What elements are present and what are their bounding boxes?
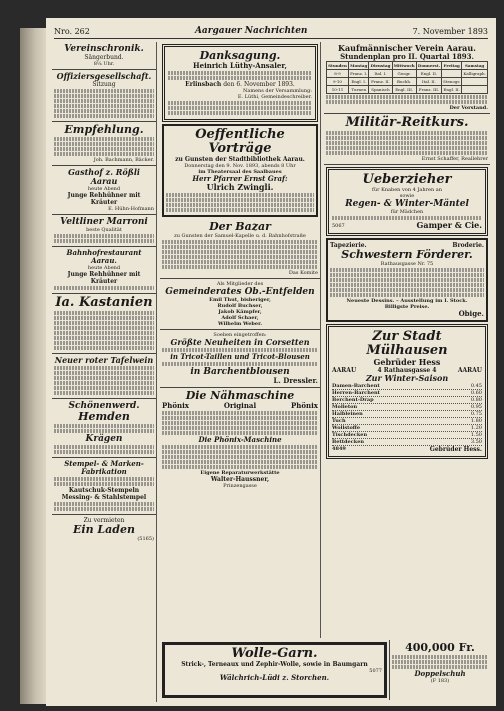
bazar-sign: Das Komite — [288, 270, 318, 276]
newspaper-page — [46, 18, 496, 706]
hess-item-name: Herren-Barchent — [332, 390, 380, 396]
newspaper-title: Aargauer Nachrichten — [194, 26, 308, 36]
billigste-label: Billigste Preise. — [384, 304, 430, 310]
winter-sub: sowie — [399, 193, 415, 199]
laden-ref: (5165) — [137, 536, 154, 542]
aarau-right: AARAU — [457, 367, 482, 374]
schedule-cell: Franz. II. — [369, 78, 392, 86]
wolle-ref: 5077 — [369, 668, 382, 674]
bahnhof-item: Junge Rehhühner mit Kräuter — [67, 271, 141, 285]
naehmaschine-ad — [160, 388, 320, 491]
dank-place: Erlinsbach — [185, 81, 222, 88]
dank-name: Heinrich Lüthy-Ansaler, — [193, 61, 287, 70]
schedule-cell — [462, 86, 488, 94]
hess-item — [332, 404, 482, 411]
regen-sub: für Mädchen — [390, 209, 424, 215]
schedule-cell: Ital. I. — [369, 70, 392, 78]
schedule-header-cell: Mittwoch — [393, 63, 415, 68]
gemeinde-name: Wilhelm Weber. — [217, 321, 263, 327]
hess-item-list — [332, 383, 482, 446]
laden-vermieten — [52, 515, 156, 544]
schedule-cell: Geogr. — [392, 70, 416, 78]
schedule-cell: Stenogr. — [443, 79, 461, 84]
gemeinde-name: Rudolf Buchser, — [217, 303, 263, 309]
schedule-cell: Engl. III. — [392, 86, 416, 94]
hess-item — [332, 439, 482, 446]
hess-item — [332, 397, 482, 404]
hess-item-name: Tischdecken — [332, 432, 368, 438]
gemeinde-name: Emil Thut, bisheriger, — [209, 297, 271, 303]
foerderer-title: Schwestern Förderer. — [341, 248, 473, 261]
marroni-title: Veltliner Marroni — [60, 217, 148, 227]
schedule-cell: Franz. I. — [350, 71, 368, 76]
page-number: Nro. 262 — [54, 26, 90, 36]
trikot-title: in Tricot-Taillen und Tricot-Blousen — [170, 352, 310, 361]
gamper-name: Gamper & Cie. — [416, 220, 482, 230]
vermieten-label: Zu vermieten — [83, 517, 125, 524]
empfehlung — [52, 122, 156, 166]
offiziers-title: Offiziersgesellschaft. — [56, 71, 152, 81]
lotterie-ref: (F 183) — [430, 678, 450, 684]
hess-item-price: 0.95 — [470, 404, 482, 410]
foerderer-addr: Rathausgasse Nr. 75 — [380, 261, 434, 267]
hess-item-name: Tuch — [332, 418, 346, 424]
dank-sign: Namens der Versammlung: — [242, 88, 312, 94]
schedule-cell: Engl. I. — [348, 78, 368, 86]
gemeinde-name: Jakob Kämpfer, — [218, 309, 262, 315]
hess-ref: 4849 — [332, 446, 346, 452]
foerderer-box — [326, 238, 488, 322]
wolle-sub: Strick-, Terneaux und Zephir-Wolle, sowie in Baumgarn — [181, 661, 368, 668]
stempel-title2: Fabrikation — [81, 467, 127, 476]
korsett-title: Größte Neuheiten in Corsetten — [170, 337, 310, 347]
bahnhof-sub: heute Abend — [87, 265, 121, 271]
hess-addr: 4 Rathausgasse 4 — [377, 367, 437, 374]
schedule-cell: Turnen — [348, 86, 368, 94]
bazar-sub: zu Gunsten der Samuel-Kapelle u. d. Bahnhofstraße — [174, 233, 306, 239]
neueste-label: Neueste Dessins. – Ausstellung im I. Stock. — [346, 298, 468, 304]
original-label: Original — [223, 401, 257, 410]
schedule-cell: 10-11 — [327, 86, 349, 94]
kragen-title: Krägen — [85, 434, 123, 444]
schedule-cell: 9-10 — [327, 78, 349, 86]
verein-sign: Der Vorstand. — [449, 105, 488, 111]
tafelwein — [52, 354, 156, 399]
militaer-title: Militär-Reitkurs. — [345, 115, 469, 130]
militaer-sign: Ernst Schaffer, Reallehrer — [421, 156, 488, 162]
phoenix-left: Phönix — [162, 401, 189, 410]
ueberzieher-title: Ueberzieher — [362, 172, 452, 187]
hess-item-name: Damen-Barchent — [332, 383, 380, 389]
schedule-row — [327, 86, 488, 94]
hess-item — [332, 411, 482, 418]
hess-item-name: Molleton — [332, 404, 358, 410]
reparatur-label: Eigene Reparaturwerkstätte — [200, 470, 280, 476]
ueberzieher-sub: für Knaben von 4 Jahren an — [372, 187, 442, 193]
schedule-header-cell: Montag — [350, 63, 368, 68]
phoenix-right: Phönix — [291, 401, 318, 410]
page-header — [54, 24, 488, 39]
gemeinderat — [160, 279, 320, 330]
hess-item-price: 1.20 — [470, 425, 482, 431]
schedule-header-cell: Dienstag — [370, 63, 391, 68]
regen-title: Regen- & Winter-Mäntel — [345, 199, 469, 209]
weber-name: Walter-Haussner, — [210, 476, 270, 483]
muehlhausen-box — [326, 324, 488, 459]
hess-item-name: Halbleinen — [332, 411, 363, 417]
schedule-cell — [442, 70, 462, 78]
laden-title: Ein Laden — [73, 523, 135, 536]
schedule-cell: Engl. II. — [443, 87, 460, 92]
schedule-cell: Franz. III. — [416, 86, 441, 94]
dank-title: Danksagung. — [199, 49, 281, 62]
saison-title: Zur Winter-Saison — [365, 373, 449, 383]
schedule-table — [326, 61, 488, 94]
gasthof-sub: heute Abend — [87, 186, 121, 192]
vortraege-sub: zu Gunsten der Stadtbibliothek Aarau. — [175, 156, 305, 163]
hess-item — [332, 390, 482, 397]
hess-item-name: Bettdecken — [332, 439, 365, 445]
schoenenwerd — [52, 399, 156, 458]
bottom-row — [160, 640, 490, 700]
kastanien-title: Ia. Kastanien — [55, 295, 153, 310]
hess-item-price: 3.50 — [470, 439, 482, 445]
gemeinde-names — [162, 297, 318, 327]
hess-sign: Gebrüder Hess. — [429, 446, 482, 453]
veltliner-marroni — [52, 215, 156, 247]
hess-item — [332, 418, 482, 425]
kaufm-verein — [324, 42, 490, 114]
schedule-cell: Kalligraph. — [463, 71, 486, 76]
obige-sign: Obige. — [458, 309, 484, 318]
doppel-title: Doppelschuh — [414, 669, 466, 678]
chronik-title: Vereinschronik. — [64, 44, 144, 54]
hess-item — [332, 425, 482, 432]
schedule-cell: Ital. II. — [416, 78, 441, 86]
muehlhausen-title: Zur Stadt Mülhausen — [366, 329, 448, 358]
weber-sub: Prinzengasse — [223, 483, 257, 489]
tafel-title: Neuer roter Tafelwein — [54, 355, 154, 365]
column-right — [324, 42, 490, 638]
lotterie-box — [389, 640, 490, 700]
schedule-row — [327, 70, 488, 78]
hess-item-price: 0.45 — [470, 383, 482, 389]
stempel-title: Stempel- & Marken- — [64, 459, 144, 468]
dank-sign2: E. Lüthi, Gemeindeschreiber. — [237, 94, 312, 100]
hess-item-price: 1.80 — [470, 418, 482, 424]
hess-item-price: 0.60 — [470, 390, 482, 396]
gasthof-roessli — [52, 166, 156, 215]
schedule-header-cell: Samstag — [462, 62, 488, 70]
hess-item — [332, 383, 482, 390]
empfehlung-sign: Joh. Bachmann, Bäcker. — [93, 157, 154, 163]
schedule-cell: Buchh. — [392, 78, 416, 86]
bahnhofrestaurant — [52, 247, 156, 294]
chronik-sub: Sängerbund. — [84, 54, 124, 61]
phoenix-machine: Die Phönix-Maschine — [198, 435, 282, 444]
dank-date: den 6. November 1893. — [223, 81, 295, 88]
offiziers-sub: Sitzung — [92, 81, 116, 88]
tapez-label: Tapezierie. — [330, 242, 367, 249]
vereinschronik — [52, 42, 156, 70]
hess-item-price: 0.80 — [470, 397, 482, 403]
danksagung-box — [162, 44, 318, 122]
hess-item-name: Wollstoffe — [332, 425, 361, 431]
gasthof-item: Junge Rehhühner mit Kräuter — [67, 192, 141, 206]
verein-title: Kaufmännischer Verein Aarau. — [338, 43, 476, 53]
barchent-title: in Barchentblousen — [190, 367, 290, 377]
book-spine — [20, 28, 46, 704]
wolle-garn-box — [162, 642, 387, 698]
hess-item — [332, 432, 482, 439]
gamper-ref: 5067 — [332, 222, 345, 229]
stempel-fabrikation — [52, 458, 156, 515]
schedule-cell: Spanisch — [369, 86, 392, 94]
schedule-cell: Engl. II. — [416, 70, 441, 78]
empfehlung-title: Empfehlung. — [64, 123, 144, 136]
gemeinde-intro: Als Mitglieder des — [216, 281, 264, 287]
hess-title: Gebrüder Hess — [373, 357, 441, 367]
verein-sub: Stundenplan pro II. Quartal 1893. — [340, 52, 474, 61]
wolle-title: Wolle-Garn. — [231, 646, 318, 661]
kautschuk-label: Kautschuk-Stempeln — [68, 487, 140, 494]
schedule-cell — [462, 78, 488, 86]
hess-item-name: Berchent-Drap — [332, 397, 374, 403]
column-middle — [160, 42, 321, 638]
gemeinde-title: Gemeinderates Ob.-Entfelden — [165, 287, 315, 297]
bazar — [160, 219, 320, 279]
schedule-header-cell: Donnerst. — [417, 63, 440, 68]
offiziersgesellschaft — [52, 70, 156, 122]
hess-item-price: 1.50 — [470, 432, 482, 438]
price-big: 400,000 Fr. — [405, 641, 475, 654]
vortraege-speaker: Herr Pfarrer Ernst Graf: — [192, 174, 288, 183]
naehmaschine-title: Die Nähmaschine — [185, 389, 295, 402]
kastanien — [52, 294, 156, 354]
gasthof-title: Gasthof z. Rößli Aarau — [68, 167, 140, 186]
gemeinde-name: Adolf Schaer, — [221, 315, 259, 321]
schedule-header-cell: Freitag — [443, 63, 460, 68]
broderie-label: Broderie. — [452, 242, 484, 249]
hess-item-price: 0.75 — [470, 411, 482, 417]
ueberzieher-box — [326, 167, 488, 236]
schedule-cell: 8-9 — [327, 70, 349, 78]
korsett-sign: L. Dressler. — [273, 376, 318, 385]
vortraege-title: Oeffentliche Vorträge — [195, 127, 285, 156]
militaer-reitkurs — [324, 114, 490, 165]
hemden-title: Hemden — [78, 410, 130, 423]
wolle-sign: Wälchrich-Lüdi z. Storchen. — [219, 673, 330, 682]
korsett-ad — [160, 330, 320, 388]
schoenenwerd-title: Schönenwerd. — [68, 401, 140, 411]
vortraege-date: Donnerstag den 9. Nov. 1893, abends 8 Uhr — [184, 163, 296, 169]
aarau-left: AARAU — [332, 367, 357, 374]
schedule-header-cell: Stunden — [328, 63, 347, 68]
vortraege-place: im Theatersaal des Saalbaues — [198, 169, 282, 175]
bazar-title: Der Bazar — [209, 220, 271, 233]
gasthof-sign: E. Hühn-Hofmann — [108, 206, 154, 212]
chronik-time: 8¼ Uhr. — [93, 61, 115, 67]
vortraege-topic: Ulrich Zwingli. — [206, 182, 274, 192]
vortraege-box — [162, 124, 318, 217]
issue-date: 7. November 1893 — [412, 26, 488, 36]
messing-label: Messing- & Stahlstempel — [61, 494, 147, 501]
korsett-intro: Soeben eingetroffen: — [213, 332, 267, 338]
marroni-sub: beste Qualität — [86, 227, 122, 233]
schedule-row — [327, 78, 488, 86]
bahnhof-title: Bahnhofrestaurant Aarau. — [66, 248, 142, 265]
column-left — [52, 42, 157, 702]
